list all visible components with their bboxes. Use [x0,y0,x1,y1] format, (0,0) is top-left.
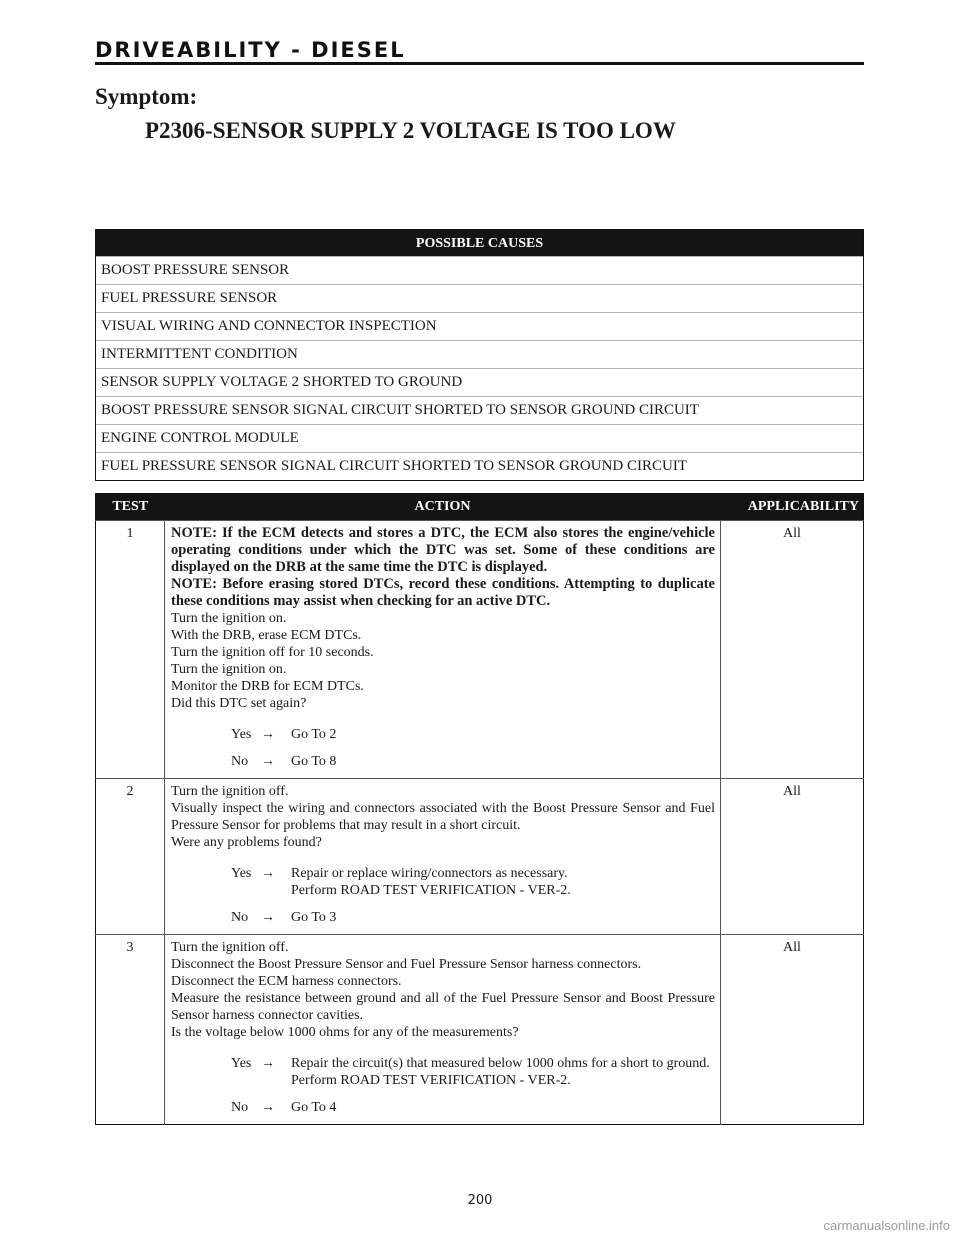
symptom-label: Symptom: [95,84,198,109]
arrow-icon: → [261,866,275,881]
test-applicability: All [721,935,864,1125]
yes-result-line: Go To 2 [291,727,337,742]
test-step: Turn the ignition on. [171,611,287,626]
no-result-line: Go To 3 [291,910,337,925]
yes-result-line: Repair the circuit(s) that measured below 1000 ohms for a short to ground. [291,1056,710,1071]
test-table-header-row [96,494,864,521]
test-row [96,779,864,935]
no-outcome [231,1099,715,1116]
arrow-icon: → [261,1100,275,1115]
possible-causes-table [95,229,864,481]
cause-row: ENGINE CONTROL MODULE [96,424,863,452]
test-step: Is the voltage below 1000 ohms for any of the measurements? [171,1025,519,1040]
arrow-icon: → [261,910,275,925]
possible-causes-header: POSSIBLE CAUSES [96,230,863,256]
cause-row: VISUAL WIRING AND CONNECTOR INSPECTION [96,312,863,340]
yes-result [291,1055,715,1089]
test-note: NOTE: If the ECM detects and stores a DTC, the ECM also stores the engine/vehicle operating conditions under which the DTC was set. Some of these conditions are displayed on the DRB at the same time the DTC is displayed. [171,525,715,575]
no-result [291,909,715,926]
symptom-code: P2306-SENSOR SUPPLY 2 VOLTAGE IS TOO LOW [145,118,676,143]
test-action [165,935,721,1125]
no-result [291,1099,715,1116]
no-result-line: Go To 4 [291,1100,337,1115]
test-action [165,779,721,935]
section-title: DRIVEABILITY - DIESEL [95,38,406,62]
header-test: TEST [96,494,165,521]
yes-result [291,726,715,743]
test-applicability: All [721,521,864,779]
no-label: No [231,754,249,769]
no-result-line: Go To 8 [291,754,337,769]
header-applicability: APPLICABILITY [721,494,864,521]
no-label: No [231,910,249,925]
yes-result-line: Repair or replace wiring/connectors as necessary. [291,866,568,881]
no-outcome [231,753,715,770]
yes-label: Yes [231,866,252,881]
test-procedure-table [95,493,864,1125]
test-step: Disconnect the ECM harness connectors. [171,974,402,989]
test-step: Were any problems found? [171,835,322,850]
section-divider [95,62,864,65]
yes-outcome [231,726,715,743]
test-row [96,935,864,1125]
test-step: Monitor the DRB for ECM DTCs. [171,679,364,694]
test-step: Turn the ignition off for 10 seconds. [171,645,374,660]
yes-outcome [231,1055,715,1089]
test-step: Disconnect the Boost Pressure Sensor and Fuel Pressure Sensor harness connectors. [171,957,642,972]
cause-row: INTERMITTENT CONDITION [96,340,863,368]
no-outcome [231,909,715,926]
header-action: ACTION [165,494,721,521]
cause-row: FUEL PRESSURE SENSOR [96,284,863,312]
test-number: 2 [96,779,165,935]
test-number: 1 [96,521,165,779]
test-rows [96,521,864,1125]
test-applicability: All [721,779,864,935]
test-step: Turn the ignition on. [171,662,287,677]
yes-result-line: Perform ROAD TEST VERIFICATION - VER-2. [291,883,571,898]
yes-label: Yes [231,1056,252,1071]
test-step: Measure the resistance between ground and all of the Fuel Pressure Sensor and Boost Pressure Sensor harness connector cavities. [171,991,715,1023]
cause-row: BOOST PRESSURE SENSOR SIGNAL CIRCUIT SHORTED TO SENSOR GROUND CIRCUIT [96,396,863,424]
cause-row: SENSOR SUPPLY VOLTAGE 2 SHORTED TO GROUND [96,368,863,396]
no-result [291,753,715,770]
test-step: Turn the ignition off. [171,940,289,955]
arrow-icon: → [261,1056,275,1071]
test-note: NOTE: Before erasing stored DTCs, record these conditions. Attempting to duplicate these conditions may assist when checking for an active DTC. [171,576,715,609]
test-step: With the DRB, erase ECM DTCs. [171,628,362,643]
cause-row: FUEL PRESSURE SENSOR SIGNAL CIRCUIT SHORTED TO SENSOR GROUND CIRCUIT [96,452,863,480]
test-row [96,521,864,779]
arrow-icon: → [261,727,275,742]
yes-outcome [231,865,715,899]
cause-row: BOOST PRESSURE SENSOR [96,256,863,284]
test-step: Visually inspect the wiring and connectors associated with the Boost Pressure Sensor and Fuel Pressure Sensor for problems that may result in a short circuit. [171,801,715,833]
no-label: No [231,1100,249,1115]
test-number: 3 [96,935,165,1125]
test-action [165,521,721,779]
watermark: carmanualsonline.info [823,1218,950,1233]
test-step: Turn the ignition off. [171,784,289,799]
arrow-icon: → [261,754,275,769]
yes-result-line: Perform ROAD TEST VERIFICATION - VER-2. [291,1073,571,1088]
yes-result [291,865,715,899]
yes-label: Yes [231,727,252,742]
page-number: 200 [467,1193,493,1208]
test-step: Did this DTC set again? [171,696,307,711]
